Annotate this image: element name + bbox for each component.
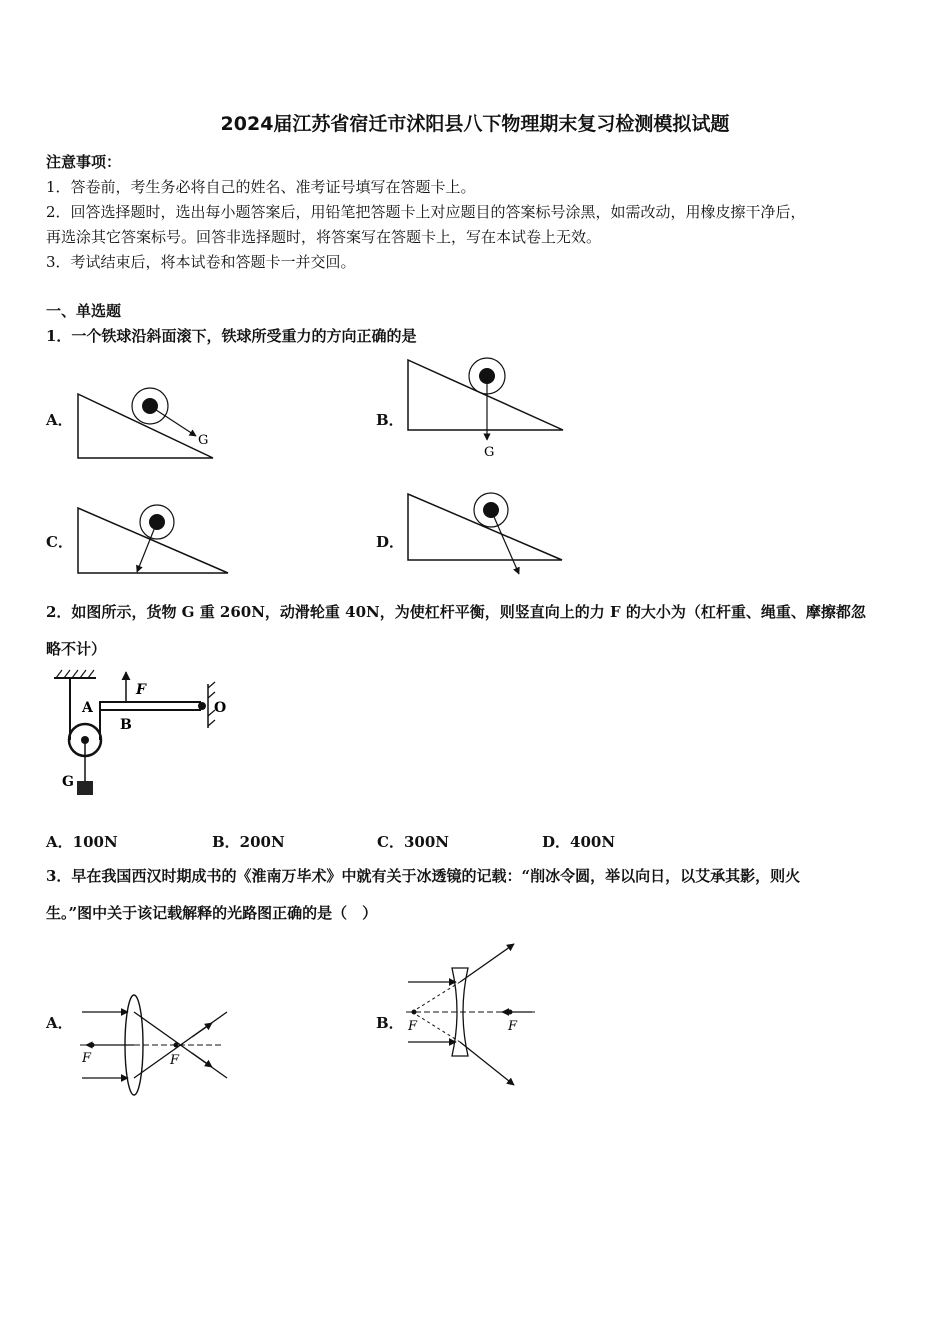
incline-triangle: [408, 494, 562, 560]
notice-heading: 注意事项：: [46, 153, 122, 171]
focus-label-right: F: [508, 1019, 518, 1034]
focus-label-left: F: [82, 1051, 92, 1066]
q1-option-a-label[interactable]: A．: [46, 411, 73, 429]
notice-item-3: 3．考试结束后，将本试卷和答题卡一并交回。: [46, 253, 356, 271]
q2-option-c[interactable]: C．300N: [377, 833, 449, 851]
q2-option-a[interactable]: A．100N: [46, 833, 118, 851]
focus-label-left: F: [408, 1019, 418, 1034]
notice-item-2-cont: 再选涂其它答案标号。回答非选择题时，将答案写在答题卡上，写在本试卷上无效。: [46, 228, 602, 246]
gravity-arrow: [137, 522, 157, 572]
diverging-ray-top: [460, 944, 514, 982]
ray-arrow-upper: [192, 1023, 212, 1037]
q1-option-b-label[interactable]: B．: [376, 411, 404, 429]
q1-stem: 1．一个铁球沿斜面滚下，铁球所受重力的方向正确的是: [46, 327, 417, 345]
focus-point-right: [508, 1010, 513, 1015]
ceiling-hatch: [56, 670, 94, 678]
q3-figure-a-convex-lens: [72, 990, 237, 1100]
q1-option-c-label[interactable]: C．: [46, 533, 73, 551]
cargo-block: [77, 781, 93, 795]
focus-point-left: [412, 1010, 417, 1015]
q3-option-b-label[interactable]: B．: [376, 1014, 404, 1032]
q3-figure-b-concave-lens: [400, 940, 540, 1090]
force-f-label: F: [136, 682, 146, 698]
pivot-point: [198, 702, 206, 710]
notice-item-2: 2．回答选择题时，选出每小题答案后，用铅笔把答题卡上对应题目的答案标号涂黑，如需改动，用橡皮擦干净后，: [46, 203, 806, 221]
lever-bar: [100, 702, 200, 710]
ray-arrow-lower: [192, 1053, 212, 1067]
point-o-label: O: [214, 700, 227, 716]
focus-point-left: [90, 1043, 95, 1048]
page-title: 2024届江苏省宿迁市沭阳县八下物理期末复习检测模拟试题: [220, 113, 730, 135]
q3-stem-line2: 生。”图中关于该记载解释的光路图正确的是（ ）: [46, 904, 378, 922]
q3-option-a-label[interactable]: A．: [46, 1014, 73, 1032]
point-a-label: A: [82, 700, 93, 716]
section-heading: 一、单选题: [46, 302, 122, 320]
q1-figure-c: [70, 500, 235, 580]
q1-figure-d: [400, 488, 570, 580]
q1-figure-b: [400, 352, 570, 462]
focus-label-right: F: [170, 1053, 180, 1068]
q3-stem-line1: 3．早在我国西汉时期成书的《淮南万毕术》中就有关于冰透镜的记载：“削冰令圆，举以向日，以艾承其影，则火: [46, 867, 801, 885]
point-b-label: B: [120, 717, 132, 733]
virtual-extension-top: [412, 982, 460, 1012]
q1-figure-a: [70, 380, 230, 465]
diverging-ray-bottom: [460, 1042, 514, 1085]
notice-item-1: 1．答卷前，考生务必将自己的姓名、准考证号填写在答题卡上。: [46, 178, 476, 196]
gravity-label: G: [198, 433, 209, 448]
q2-option-d[interactable]: D．400N: [542, 833, 616, 851]
q2-lever-pulley-figure: [44, 666, 234, 801]
focus-point-right: [174, 1043, 179, 1048]
gravity-label: G: [484, 445, 495, 460]
cargo-g-label: G: [62, 774, 74, 790]
q2-stem-line2: 略不计）: [46, 640, 107, 658]
q2-stem-line1: 2．如图所示，货物 G 重 260N，动滑轮重 40N，为使杠杆平衡，则竖直向上的力 F 的大小为（杠杆重、绳重、摩擦都忽: [46, 603, 866, 621]
virtual-extension-bottom: [412, 1012, 460, 1042]
q2-option-b[interactable]: B．200N: [212, 833, 285, 851]
q1-option-d-label[interactable]: D．: [376, 533, 405, 551]
